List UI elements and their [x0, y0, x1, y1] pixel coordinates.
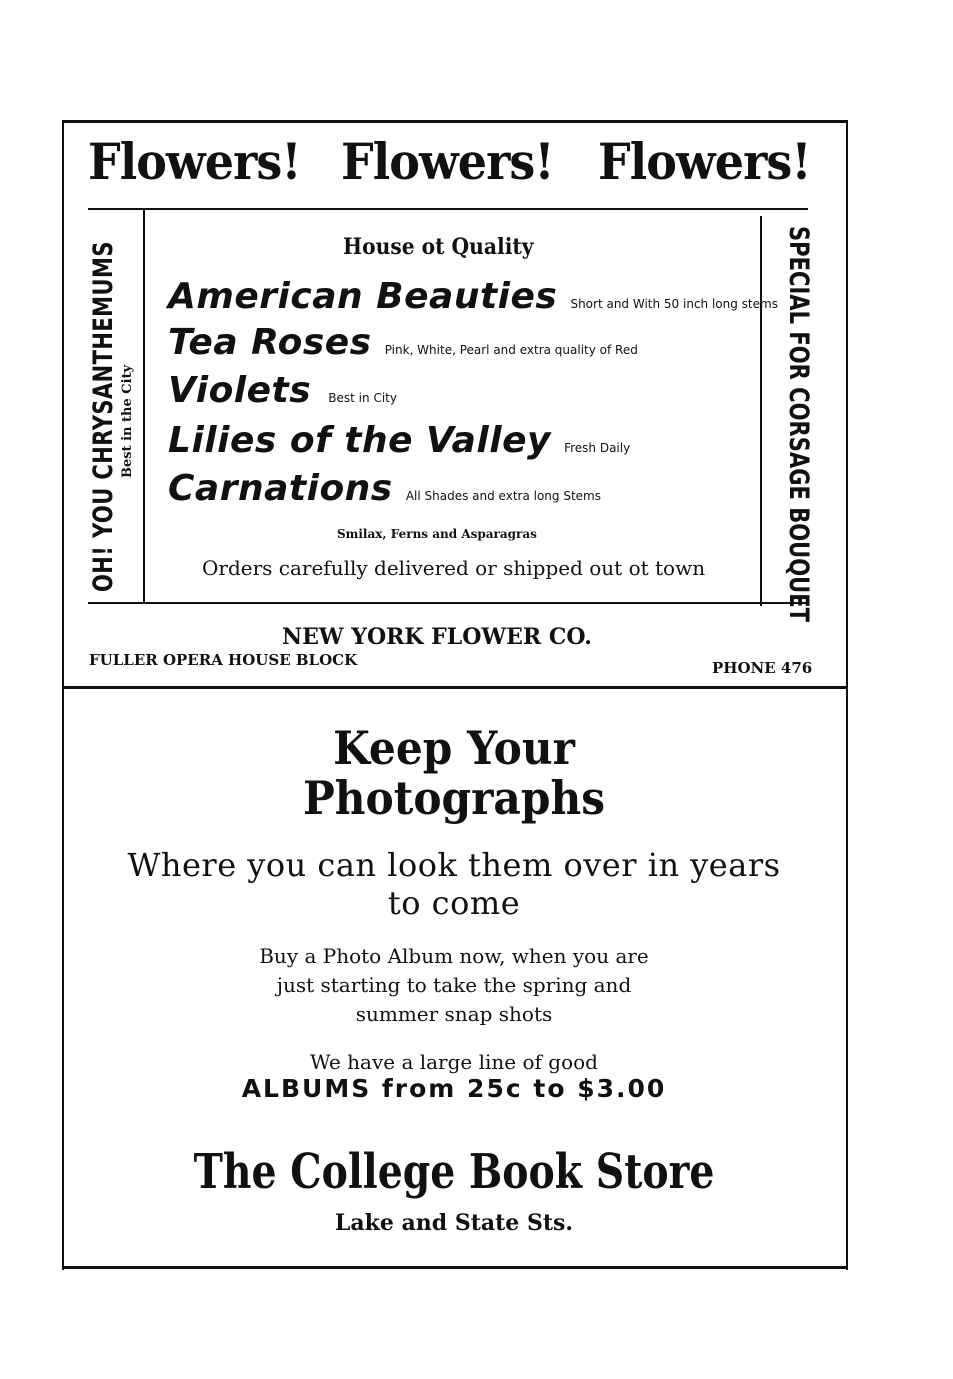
inner-bottom-rule: [88, 602, 808, 604]
top-rule: [62, 120, 846, 123]
inner-top-rule: [88, 208, 808, 210]
store-location: Lake and State Sts.: [334, 1210, 574, 1236]
flower-item-note: All Shades and extra long Stems: [405, 489, 601, 503]
flower-item-name: Tea Roses: [168, 322, 372, 363]
flowers-headline-1: Flowers!: [88, 132, 301, 191]
company-address: FULLER OPERA HOUSE BLOCK: [89, 651, 358, 669]
flower-item-name: American Beauties: [168, 276, 558, 317]
best-in-city-vertical: Best in the City: [120, 364, 135, 478]
flower-item-name: Lilies of the Valley: [168, 420, 551, 461]
flower-item: [168, 370, 397, 411]
body-line-4: We have a large line of good: [310, 1050, 598, 1074]
flower-item-name: Carnations: [168, 468, 393, 509]
inner-left-rule: [143, 208, 145, 602]
flower-item-name: Violets: [168, 370, 312, 411]
photographs-headline: Photographs: [302, 771, 606, 825]
flower-item: [168, 468, 601, 509]
body-line-2: just starting to take the spring and: [276, 973, 632, 997]
albums-price-line: ALBUMS from 25c to $3.00: [241, 1074, 667, 1103]
company-name: NEW YORK FLOWER CO.: [282, 624, 592, 650]
smilax-line: Smilax, Ferns and Asparagras: [337, 527, 537, 541]
bottom-rule: [62, 1266, 846, 1269]
flower-item: [168, 276, 778, 317]
flower-item: [168, 420, 630, 461]
body-line-3: summer snap shots: [355, 1002, 553, 1026]
flower-item-note: Best in City: [328, 391, 397, 405]
orders-line: Orders carefully delivered or shipped out ot town: [202, 556, 706, 580]
flower-item-note: Short and With 50 inch long stems: [570, 297, 778, 311]
middle-rule: [62, 686, 846, 689]
subhead-line-2: to come: [387, 884, 521, 922]
corsage-vertical: SPECIAL FOR CORSAGE BOUQUET: [783, 226, 814, 623]
flower-item-note: Fresh Daily: [564, 441, 631, 455]
flowers-headline-3: Flowers!: [598, 132, 811, 191]
flowers-headline-2: Flowers!: [341, 132, 554, 191]
body-line-1: Buy a Photo Album now, when you are: [259, 944, 649, 968]
inner-right-rule: [760, 216, 762, 606]
store-name: The College Book Store: [193, 1144, 715, 1200]
house-of-quality: House ot Quality: [343, 234, 534, 260]
subhead-line-1: Where you can look them over in years: [127, 846, 781, 884]
chrysanthemums-vertical: OH! YOU CHRYSANTHEMUMS: [88, 241, 119, 592]
flower-item-note: Pink, White, Pearl and extra quality of Red: [384, 343, 638, 357]
company-phone: PHONE 476: [712, 659, 813, 677]
keep-your-headline: Keep Your: [333, 721, 575, 775]
flower-item: [168, 322, 638, 363]
